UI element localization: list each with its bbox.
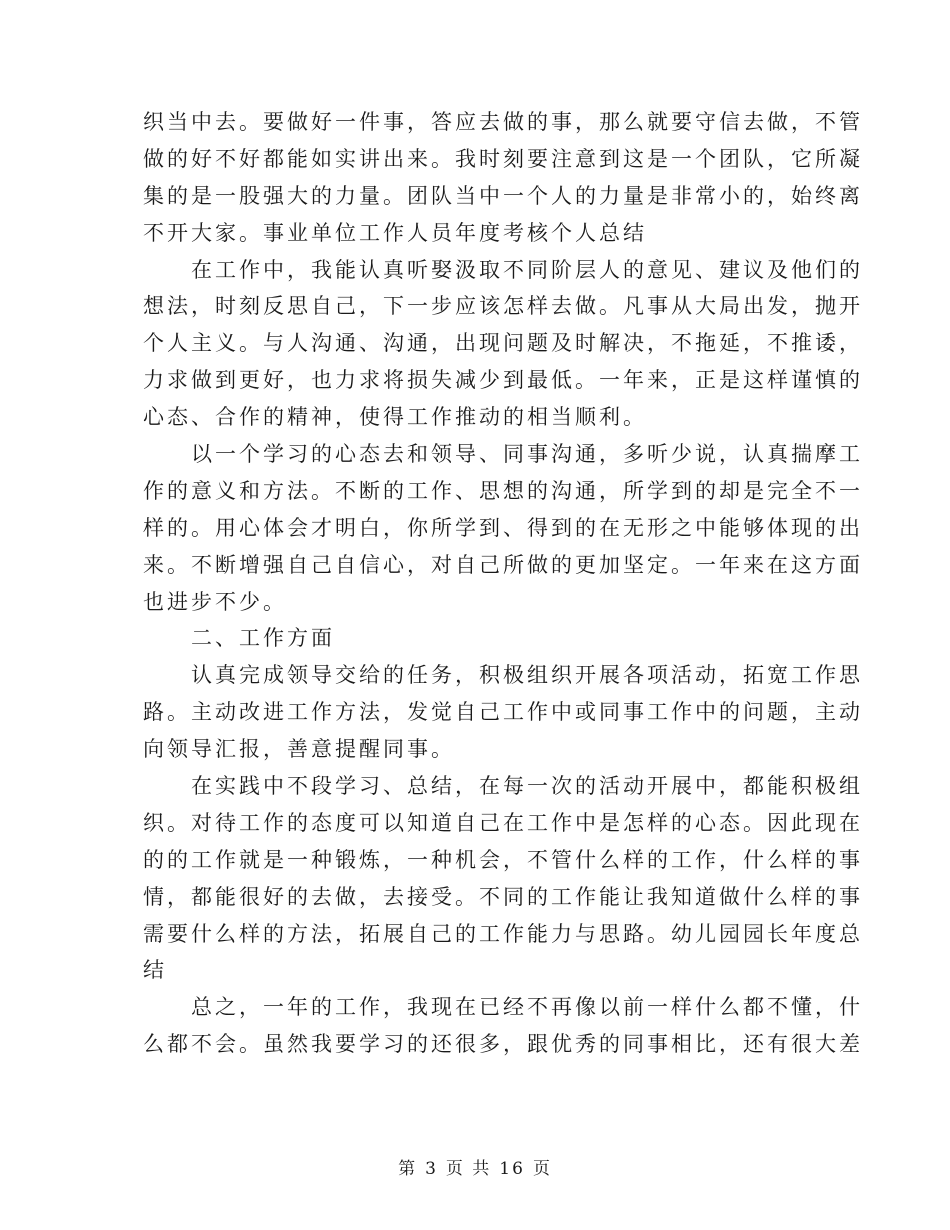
text-line: 样的。用心体会才明白，你所学到、得到的在无形之中能够体现的出 — [143, 515, 863, 540]
text-line: 结 — [143, 958, 167, 983]
text-line: 力求做到更好，也力求将损失减少到最低。一年来，正是这样谨慎的 — [143, 368, 863, 393]
text-line: 做的好不好都能如实讲出来。我时刻要注意到这是一个团队，它所凝 — [143, 146, 863, 171]
text-line: 么都不会。虽然我要学习的还很多，跟优秀的同事相比，还有很大差 — [143, 1032, 863, 1057]
footer-middle: 页 共 — [445, 1159, 492, 1179]
text-line: 织。对待工作的态度可以知道自己在工作中是怎样的心态。因此现在 — [143, 810, 863, 835]
text-line: 以一个学习的心态去和领导、同事沟通，多听少说，认真揣摩工 — [143, 442, 863, 467]
text-line: 织当中去。要做好一件事，答应去做的事，那么就要守信去做，不管 — [143, 110, 863, 134]
text-line: 总之，一年的工作，我现在已经不再像以前一样什么都不懂，什 — [143, 995, 863, 1020]
footer-suffix: 页 — [532, 1159, 552, 1179]
page-footer — [0, 1154, 950, 1179]
text-line: 不开大家。事业单位工作人员年度考核个人总结 — [143, 220, 647, 245]
text-line: 的的工作就是一种锻炼，一种机会，不管什么样的工作，什么样的事 — [143, 847, 863, 872]
text-line: 集的是一股强大的力量。团队当中一个人的力量是非常小的，始终离 — [143, 183, 863, 208]
section-heading: 二、工作方面 — [143, 626, 335, 651]
page-total: 16 — [499, 1159, 525, 1179]
text-line: 也进步不少。 — [143, 589, 287, 614]
page-number: 3 — [425, 1159, 438, 1179]
text-line: 心态、合作的精神，使得工作推动的相当顺利。 — [143, 405, 647, 430]
text-line: 作的意义和方法。不断的工作、思想的沟通，所学到的却是完全不一 — [143, 478, 863, 503]
text-line: 在工作中，我能认真听娶汲取不同阶层人的意见、建议及他们的 — [143, 257, 863, 282]
text-line: 需要什么样的方法，拓展自己的工作能力与思路。幼儿园园长年度总 — [143, 921, 863, 946]
text-line: 向领导汇报，善意提醒同事。 — [143, 737, 455, 762]
text-line: 路。主动改进工作方法，发觉自己工作中或同事工作中的问题，主动 — [143, 700, 863, 725]
text-line: 来。不断增强自己自信心，对自己所做的更加坚定。一年来在这方面 — [143, 552, 863, 577]
text-line: 在实践中不段学习、总结，在每一次的活动开展中，都能积极组 — [143, 774, 863, 799]
text-line: 情，都能很好的去做，去接受。不同的工作能让我知道做什么样的事 — [143, 884, 863, 909]
text-line: 想法，时刻反思自己，下一步应该怎样去做。凡事从大局出发，抛开 — [143, 294, 863, 319]
document-body — [143, 104, 863, 1063]
text-line: 个人主义。与人沟通、沟通，出现问题及时解决，不拖延，不推诿， — [143, 331, 863, 356]
footer-prefix: 第 — [398, 1159, 418, 1179]
text-line: 认真完成领导交给的任务，积极组织开展各项活动，拓宽工作思 — [143, 663, 863, 688]
